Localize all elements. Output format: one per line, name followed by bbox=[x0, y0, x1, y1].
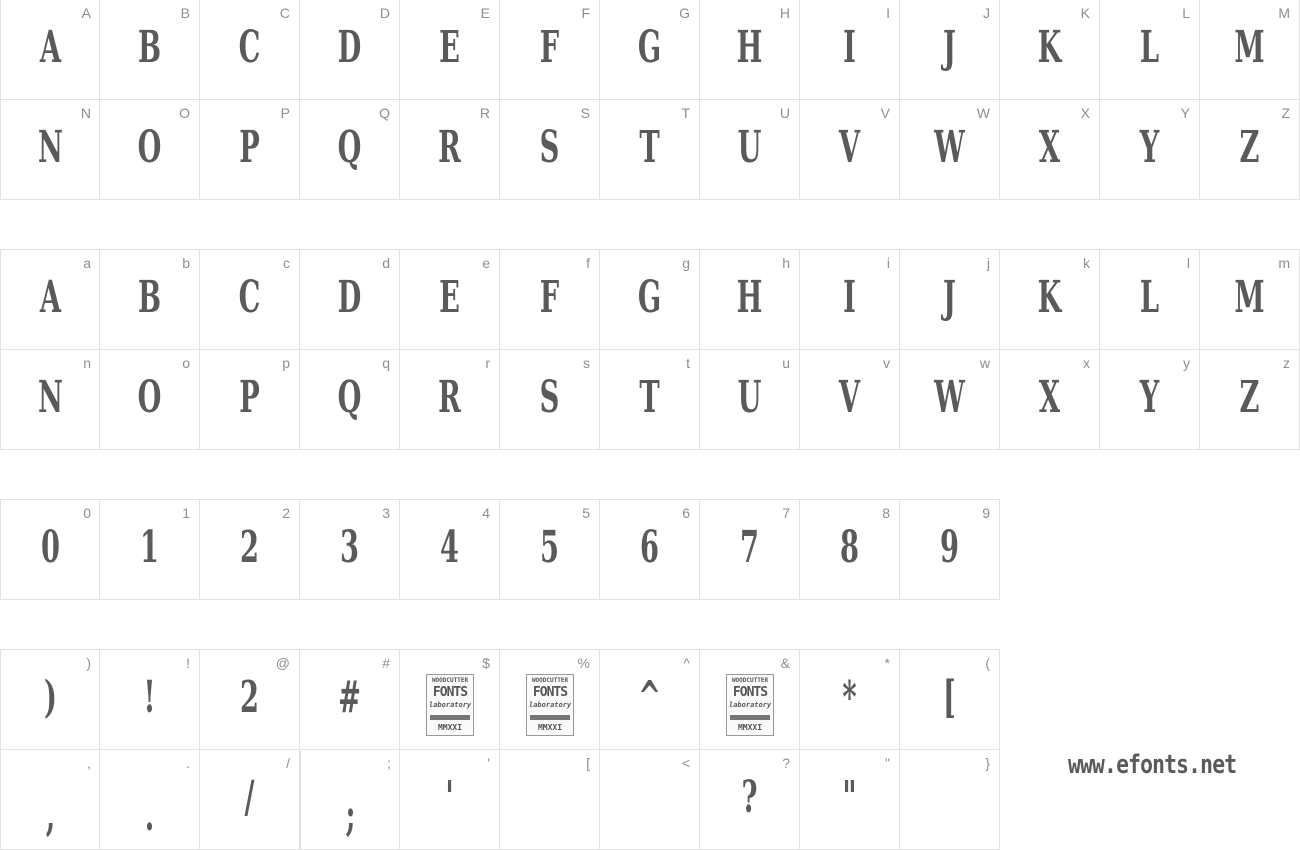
logo-line: laboratory bbox=[529, 701, 572, 709]
glyph-cell bbox=[899, 0, 1000, 100]
glyph-label: ^ bbox=[683, 655, 690, 671]
glyph-cell bbox=[399, 649, 500, 750]
glyph-label: ? bbox=[782, 755, 790, 771]
logo-line: FONTS bbox=[732, 685, 768, 700]
glyph-cell bbox=[899, 649, 1000, 750]
glyph-preview: X bbox=[1038, 122, 1061, 173]
glyph-cell bbox=[899, 249, 1000, 350]
glyph-preview: 0 bbox=[41, 522, 60, 573]
glyph-preview: Z bbox=[1239, 372, 1260, 423]
glyph-label: . bbox=[186, 755, 190, 771]
glyph-cell bbox=[799, 249, 900, 350]
glyph-label: 4 bbox=[482, 505, 490, 521]
glyph-label: Z bbox=[1281, 105, 1290, 121]
glyph-cell bbox=[999, 349, 1100, 450]
glyph-preview: Y bbox=[1139, 122, 1160, 173]
glyph-preview: ^ bbox=[638, 672, 661, 723]
glyph-preview: 3 bbox=[340, 522, 359, 573]
glyph-label: ! bbox=[186, 655, 190, 671]
glyph-preview: H bbox=[736, 272, 763, 323]
glyph-preview: E bbox=[439, 272, 460, 323]
glyph-label: n bbox=[83, 355, 91, 371]
glyph-preview: S bbox=[539, 372, 560, 423]
glyph-preview: J bbox=[943, 272, 956, 323]
glyph-cell bbox=[999, 249, 1100, 350]
glyph-cell bbox=[0, 499, 101, 600]
logo-bar bbox=[730, 715, 770, 720]
logo-line: WOODCUTTER bbox=[531, 677, 569, 684]
glyph-preview: E bbox=[439, 22, 460, 73]
glyph-label: k bbox=[1083, 255, 1090, 271]
glyph-preview: T bbox=[639, 122, 660, 173]
glyph-cell bbox=[1099, 249, 1200, 350]
glyph-preview: 4 bbox=[440, 522, 459, 573]
logo-line: MMXXI bbox=[537, 723, 563, 732]
glyph-preview: 2 bbox=[240, 672, 259, 723]
digits-grid bbox=[0, 500, 1000, 600]
glyph-label: j bbox=[986, 255, 990, 271]
glyph-cell bbox=[899, 499, 1000, 600]
glyph-cell bbox=[99, 349, 200, 450]
glyph-preview: [ bbox=[943, 672, 956, 723]
logo-bar bbox=[530, 715, 570, 720]
glyph-cell bbox=[699, 249, 800, 350]
logo-line: MMXXI bbox=[737, 723, 763, 732]
glyph-preview: Z bbox=[1239, 122, 1260, 173]
glyph-preview: ? bbox=[741, 772, 758, 823]
glyph-preview: K bbox=[1037, 272, 1062, 323]
glyph-label: ) bbox=[86, 655, 91, 671]
glyph-preview: D bbox=[337, 272, 362, 323]
glyph-preview: 7 bbox=[740, 522, 759, 573]
glyph-label: ( bbox=[985, 655, 990, 671]
glyph-cell bbox=[299, 349, 400, 450]
glyph-preview: " bbox=[842, 772, 857, 823]
glyph-label: b bbox=[182, 255, 190, 271]
glyph-cell bbox=[300, 749, 401, 850]
glyph-cell bbox=[399, 499, 500, 600]
glyph-preview: B bbox=[137, 22, 162, 73]
glyph-preview: W bbox=[934, 372, 965, 423]
glyph-label: 0 bbox=[83, 505, 91, 521]
glyph-cell bbox=[299, 99, 400, 200]
glyph-cell bbox=[1099, 349, 1200, 450]
glyph-preview: A bbox=[39, 272, 62, 323]
glyph-label: d bbox=[382, 255, 390, 271]
glyph-cell bbox=[0, 0, 101, 100]
glyph-cell bbox=[199, 499, 300, 600]
glyph-cell bbox=[199, 349, 300, 450]
glyph-label: m bbox=[1278, 255, 1290, 271]
glyph-preview: N bbox=[38, 372, 63, 423]
glyph-label: R bbox=[479, 105, 490, 121]
woodcutter-logo-image bbox=[426, 674, 474, 736]
glyph-cell bbox=[0, 649, 101, 750]
glyph-cell bbox=[499, 0, 600, 100]
glyph-cell bbox=[99, 99, 200, 200]
glyph-preview: 5 bbox=[540, 522, 559, 573]
glyph-label: i bbox=[886, 255, 890, 271]
glyph-label: A bbox=[81, 5, 91, 21]
glyph-label: q bbox=[382, 355, 390, 371]
glyph-cell bbox=[699, 649, 800, 750]
glyph-preview: L bbox=[1139, 272, 1160, 323]
glyph-cell bbox=[1199, 349, 1300, 450]
glyph-cell bbox=[399, 249, 500, 350]
glyph-cell bbox=[899, 749, 1000, 850]
glyph-preview: T bbox=[639, 372, 660, 423]
logo-line: FONTS bbox=[532, 685, 568, 700]
glyph-label: H bbox=[779, 5, 790, 21]
logo-line: MMXXI bbox=[437, 723, 463, 732]
glyph-preview: 9 bbox=[940, 522, 959, 573]
glyph-label: & bbox=[780, 655, 790, 671]
glyph-label: / bbox=[286, 755, 290, 771]
glyph-label: * bbox=[884, 655, 890, 671]
glyph-preview: W bbox=[934, 122, 965, 173]
glyph-preview: . bbox=[144, 790, 155, 841]
glyph-cell bbox=[499, 249, 600, 350]
glyph-cell bbox=[899, 349, 1000, 450]
glyph-cell bbox=[99, 649, 200, 750]
lowercase-grid bbox=[0, 250, 1300, 450]
glyph-preview: M bbox=[1234, 272, 1265, 323]
glyph-label: y bbox=[1183, 355, 1190, 371]
glyph-label: V bbox=[880, 105, 890, 121]
glyph-preview: J bbox=[943, 22, 956, 73]
glyph-label: M bbox=[1278, 5, 1290, 21]
glyph-preview: O bbox=[137, 372, 162, 423]
glyph-label: , bbox=[87, 755, 91, 771]
glyph-label: 2 bbox=[282, 505, 290, 521]
glyph-preview: ' bbox=[445, 772, 454, 823]
glyph-cell bbox=[999, 99, 1100, 200]
glyph-cell bbox=[399, 349, 500, 450]
glyph-label: W bbox=[976, 105, 990, 121]
glyph-label: x bbox=[1083, 355, 1090, 371]
glyph-label: l bbox=[1186, 255, 1190, 271]
logo-line: FONTS bbox=[432, 685, 468, 700]
glyph-label: L bbox=[1182, 5, 1190, 21]
glyph-label: F bbox=[581, 5, 590, 21]
glyph-cell bbox=[799, 499, 900, 600]
glyph-cell bbox=[699, 99, 800, 200]
logo-line: laboratory bbox=[429, 701, 472, 709]
glyph-label: ' bbox=[487, 755, 490, 771]
glyph-label: u bbox=[782, 355, 790, 371]
glyph-cell bbox=[499, 349, 600, 450]
woodcutter-logo-image bbox=[526, 674, 574, 736]
glyph-preview: F bbox=[539, 22, 560, 73]
glyph-cell bbox=[199, 649, 300, 750]
glyph-cell bbox=[599, 649, 700, 750]
glyph-preview: K bbox=[1037, 22, 1062, 73]
glyph-preview: D bbox=[337, 22, 362, 73]
glyph-label: o bbox=[182, 355, 190, 371]
glyph-preview: S bbox=[539, 122, 560, 173]
glyph-cell bbox=[299, 649, 400, 750]
glyph-label: f bbox=[586, 255, 590, 271]
glyph-label: N bbox=[80, 105, 91, 121]
glyph-label: D bbox=[379, 5, 390, 21]
glyph-preview: M bbox=[1234, 22, 1265, 73]
glyph-label: Y bbox=[1180, 105, 1190, 121]
glyph-label: O bbox=[179, 105, 190, 121]
glyph-cell bbox=[99, 0, 200, 100]
glyph-cell bbox=[99, 249, 200, 350]
glyph-cell bbox=[699, 349, 800, 450]
glyph-label: v bbox=[883, 355, 890, 371]
glyph-label: B bbox=[180, 5, 190, 21]
glyph-label: J bbox=[983, 5, 990, 21]
glyph-preview: ; bbox=[345, 790, 356, 841]
glyph-label: t bbox=[686, 355, 690, 371]
glyph-preview: , bbox=[45, 790, 56, 841]
glyph-label: a bbox=[83, 255, 91, 271]
glyph-cell bbox=[599, 499, 700, 600]
uppercase-grid bbox=[0, 0, 1300, 200]
glyph-cell bbox=[1099, 0, 1200, 100]
glyph-cell bbox=[699, 0, 800, 100]
glyph-label: e bbox=[482, 255, 490, 271]
logo-line: laboratory bbox=[729, 701, 772, 709]
glyph-preview: Q bbox=[337, 122, 362, 173]
glyph-preview: L bbox=[1139, 22, 1160, 73]
glyph-label: X bbox=[1080, 105, 1090, 121]
glyph-cell bbox=[599, 249, 700, 350]
glyph-preview: X bbox=[1038, 372, 1061, 423]
glyph-cell bbox=[799, 0, 900, 100]
glyph-label: # bbox=[382, 655, 390, 671]
glyph-cell bbox=[299, 499, 400, 600]
glyph-cell bbox=[1199, 99, 1300, 200]
glyph-cell bbox=[599, 0, 700, 100]
glyph-label: 8 bbox=[882, 505, 890, 521]
symbols-grid bbox=[0, 650, 1000, 850]
glyph-label: } bbox=[985, 755, 990, 771]
glyph-preview: I bbox=[843, 272, 856, 323]
site-url[interactable]: www.efonts.net bbox=[1068, 750, 1237, 780]
glyph-cell bbox=[699, 749, 800, 850]
glyph-cell bbox=[499, 649, 600, 750]
glyph-label: z bbox=[1283, 355, 1290, 371]
glyph-preview: V bbox=[838, 122, 861, 173]
glyph-label: $ bbox=[482, 655, 490, 671]
glyph-cell bbox=[0, 749, 101, 850]
glyph-label: 1 bbox=[182, 505, 190, 521]
glyph-preview: P bbox=[239, 372, 260, 423]
glyph-cell bbox=[1099, 99, 1200, 200]
glyph-label: S bbox=[580, 105, 590, 121]
glyph-preview: C bbox=[238, 22, 261, 73]
glyph-cell bbox=[0, 349, 101, 450]
glyph-cell bbox=[399, 99, 500, 200]
glyph-label: K bbox=[1080, 5, 1090, 21]
glyph-cell bbox=[999, 0, 1100, 100]
glyph-label: 6 bbox=[682, 505, 690, 521]
glyph-preview: * bbox=[842, 672, 857, 723]
glyph-label: I bbox=[886, 5, 890, 21]
glyph-preview: N bbox=[38, 122, 63, 173]
glyph-cell bbox=[599, 99, 700, 200]
glyph-cell bbox=[699, 499, 800, 600]
logo-line: WOODCUTTER bbox=[731, 677, 769, 684]
glyph-preview: A bbox=[39, 22, 62, 73]
glyph-preview: R bbox=[438, 372, 461, 423]
glyph-preview: H bbox=[736, 22, 763, 73]
glyph-preview: Q bbox=[337, 372, 362, 423]
glyph-label: 3 bbox=[382, 505, 390, 521]
glyph-cell bbox=[0, 249, 101, 350]
glyph-cell bbox=[0, 99, 101, 200]
glyph-label: C bbox=[279, 5, 290, 21]
glyph-preview: B bbox=[137, 272, 162, 323]
glyph-preview: R bbox=[438, 122, 461, 173]
glyph-preview: # bbox=[338, 672, 361, 723]
glyph-label: r bbox=[485, 355, 490, 371]
glyph-label: p bbox=[282, 355, 290, 371]
glyph-preview: U bbox=[737, 372, 762, 423]
glyph-label: c bbox=[283, 255, 290, 271]
glyph-label: G bbox=[679, 5, 690, 21]
glyph-preview: ! bbox=[143, 672, 156, 723]
glyph-cell bbox=[99, 499, 200, 600]
glyph-cell bbox=[199, 99, 300, 200]
glyph-cell bbox=[299, 0, 400, 100]
glyph-cell bbox=[599, 349, 700, 450]
glyph-preview: 1 bbox=[140, 522, 159, 573]
glyph-preview: G bbox=[637, 272, 662, 323]
glyph-label: @ bbox=[275, 655, 290, 671]
glyph-preview: 2 bbox=[240, 522, 259, 573]
glyph-label: % bbox=[577, 655, 590, 671]
glyph-label: Q bbox=[379, 105, 390, 121]
glyph-cell bbox=[299, 249, 400, 350]
glyph-label: P bbox=[280, 105, 290, 121]
glyph-preview: C bbox=[238, 272, 261, 323]
glyph-cell bbox=[599, 749, 700, 850]
glyph-cell bbox=[199, 249, 300, 350]
logo-line: WOODCUTTER bbox=[431, 677, 469, 684]
glyph-cell bbox=[399, 0, 500, 100]
glyph-cell bbox=[499, 99, 600, 200]
glyph-preview: ) bbox=[44, 672, 57, 723]
glyph-cell bbox=[99, 749, 200, 850]
glyph-cell bbox=[799, 99, 900, 200]
glyph-label: w bbox=[979, 355, 990, 371]
glyph-preview: U bbox=[737, 122, 762, 173]
glyph-label: s bbox=[583, 355, 590, 371]
glyph-preview: I bbox=[843, 22, 856, 73]
glyph-preview: P bbox=[239, 122, 260, 173]
glyph-preview: 8 bbox=[840, 522, 859, 573]
glyph-cell bbox=[499, 499, 600, 600]
glyph-label: " bbox=[885, 755, 890, 771]
glyph-cell bbox=[899, 99, 1000, 200]
glyph-cell bbox=[399, 749, 500, 850]
glyph-label: ; bbox=[387, 755, 391, 771]
glyph-label: T bbox=[681, 105, 690, 121]
glyph-label: [ bbox=[586, 755, 590, 771]
glyph-cell bbox=[799, 349, 900, 450]
glyph-label: 5 bbox=[582, 505, 590, 521]
woodcutter-logo-image bbox=[726, 674, 774, 736]
logo-bar bbox=[430, 715, 470, 720]
glyph-cell bbox=[799, 649, 900, 750]
glyph-preview: G bbox=[637, 22, 662, 73]
glyph-cell bbox=[1199, 0, 1300, 100]
glyph-cell bbox=[199, 0, 300, 100]
glyph-label: g bbox=[682, 255, 690, 271]
glyph-label: < bbox=[681, 755, 690, 771]
glyph-cell bbox=[799, 749, 900, 850]
glyph-cell bbox=[199, 749, 300, 850]
glyph-label: E bbox=[480, 5, 490, 21]
glyph-cell bbox=[1199, 249, 1300, 350]
glyph-label: 7 bbox=[782, 505, 790, 521]
glyph-preview: V bbox=[838, 372, 861, 423]
glyph-preview: / bbox=[244, 772, 255, 823]
glyph-preview: 6 bbox=[640, 522, 659, 573]
glyph-preview: F bbox=[539, 272, 560, 323]
glyph-label: 9 bbox=[982, 505, 990, 521]
glyph-label: h bbox=[782, 255, 790, 271]
glyph-preview: O bbox=[137, 122, 162, 173]
glyph-cell bbox=[499, 749, 600, 850]
glyph-label: U bbox=[779, 105, 790, 121]
glyph-preview: Y bbox=[1139, 372, 1160, 423]
